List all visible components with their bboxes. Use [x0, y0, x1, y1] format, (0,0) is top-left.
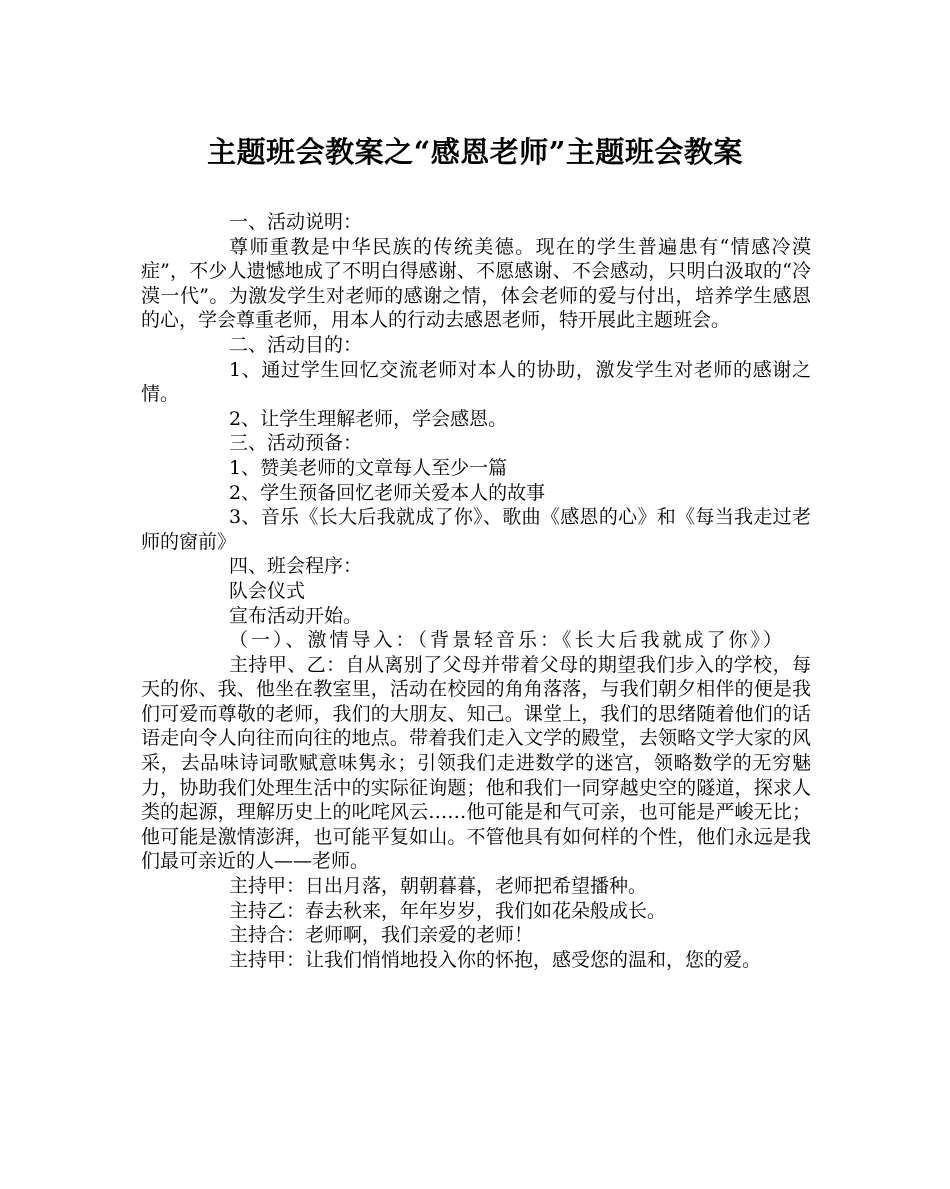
- document-body: [141, 210, 811, 972]
- procedure-start: 宣布活动开始。: [229, 604, 363, 627]
- procedure-intro-heading: （一）、激情导入：（背景轻音乐：《长大后我就成了你》）: [229, 629, 786, 652]
- document-title: 主题班会教案之“感恩老师”主题班会教案: [207, 135, 743, 169]
- purpose-item-1: 1、通过学生回忆交流老师对本人的协助，激发学生对老师的感谢之情。: [141, 358, 811, 406]
- preparation-item-3: 3、音乐《长大后我就成了你》、歌曲《感恩的心》和《每当我走过老师的窗前》: [141, 506, 811, 553]
- host-together-line: 主持合：老师啊，我们亲爱的老师！: [229, 924, 534, 947]
- paragraph-host-intro: 主持甲、乙：自从离别了父母并带着父母的期望我们步入的学校，每天的你、我、他坐在教室里，活动在校园的角角落落，与我们朝夕相伴的便是我们可爱而尊敬的老师，我们的大朋友、知己。课堂上，我们的思绪随着他们的话语走向令人向往而向往的地点。带着我们走入文学的殿堂，去领略文学大家的风采，去品味诗词歌赋意味隽永；引领我们走进数学的迷宫，领略数学的无穷魅力，协助我们处理生活中的实际征询题；他和我们一同穿越史空的隧道，探求人类的起源，理解历史上的叱咤风云……他可能是和气可亲，也可能是严峻无比；他可能是激情澎湃，也可能平复如山。不管他具有如何样的个性，他们永远是我们最可亲近的人——老师。: [141, 653, 811, 873]
- section-heading-activity-purpose: 二、活动目的：: [229, 333, 363, 356]
- preparation-item-2: 2、学生预备回忆老师关爱本人的故事: [229, 481, 546, 504]
- section-heading-procedure: 四、班会程序：: [229, 555, 363, 578]
- section-heading-preparation: 三、活动预备：: [229, 432, 363, 455]
- section-heading-activity-description: 一、活动说明：: [229, 211, 363, 233]
- host-b-line-1: 主持乙：春去秋来，年年岁岁，我们如花朵般成长。: [229, 899, 667, 922]
- host-a-line-1: 主持甲：日出月落，朝朝暮暮，老师把希望播种。: [229, 875, 648, 898]
- purpose-item-2: 2、让学生理解老师，学会感恩。: [229, 407, 508, 430]
- paragraph-activity-description: 尊师重教是中华民族的传统美德。现在的学生普遍患有“情感冷漠症”，不少人遗憾地成了不明白得感谢、不愿感谢、不会感动，只明白汲取的“冷漠一代”。为激发学生对老师的感谢之情，体会老师的爱与付出，培养学生感恩的心，学会尊重老师，用本人的行动去感恩老师，特开展此主题班会。: [141, 235, 811, 332]
- host-a-line-2: 主持甲：让我们悄悄地投入你的怀抱，感受您的温和，您的爱。: [229, 948, 762, 971]
- procedure-ceremony: 队会仪式: [229, 579, 306, 602]
- preparation-item-1: 1、赞美老师的文章每人至少一篇: [229, 456, 508, 479]
